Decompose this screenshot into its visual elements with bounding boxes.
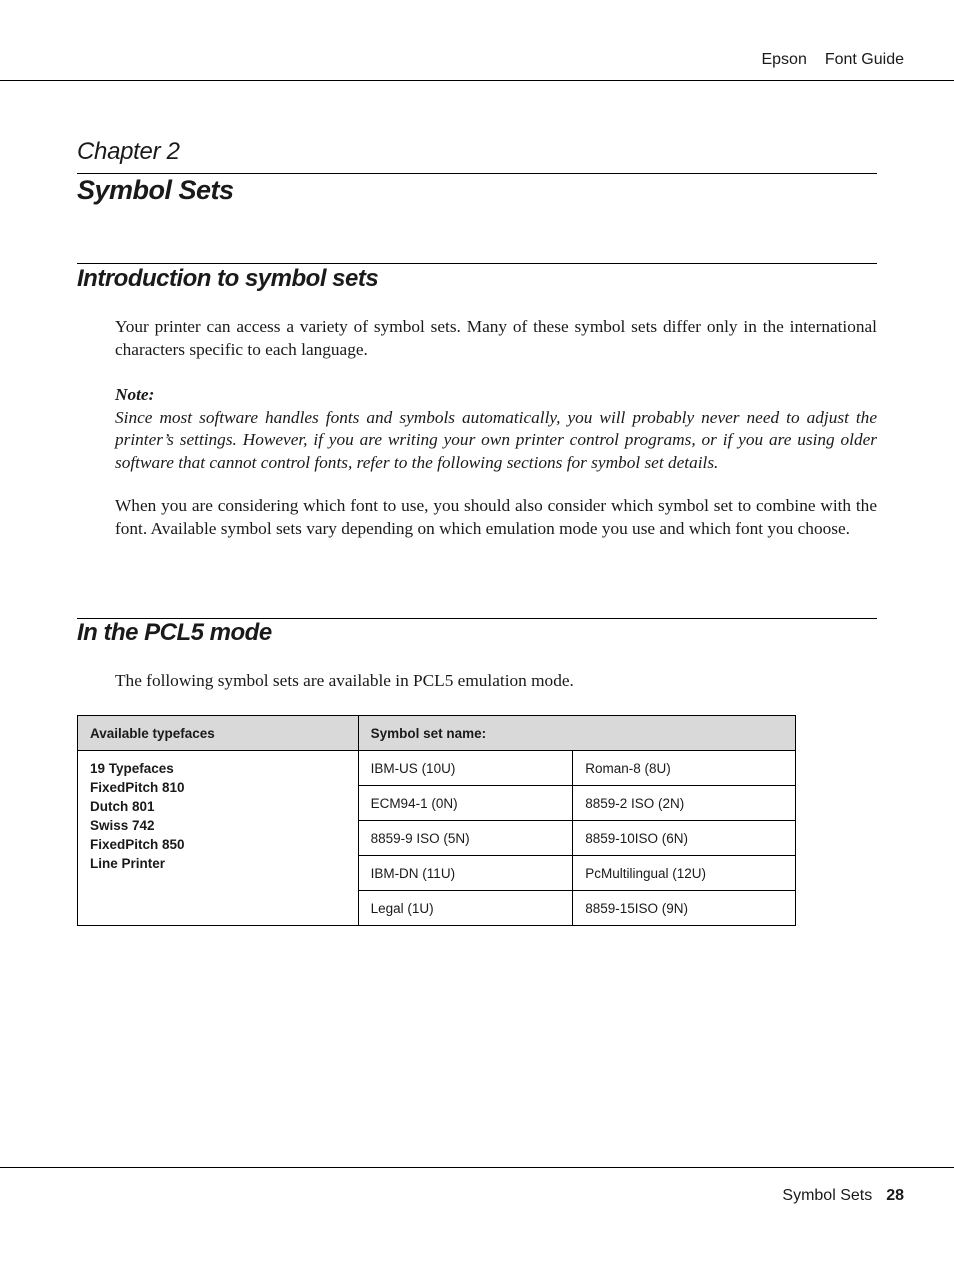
typeface-item: FixedPitch 810 <box>90 780 185 795</box>
typefaces-cell <box>78 751 359 926</box>
symbol-set-cell: IBM-US (10U) <box>358 751 573 786</box>
header-rule <box>0 80 954 81</box>
page-number: 28 <box>886 1187 904 1204</box>
typeface-item: Swiss 742 <box>90 818 155 833</box>
symbol-set-cell: 8859-9 ISO (5N) <box>358 821 573 856</box>
typeface-item: Dutch 801 <box>90 799 155 814</box>
note-text: Since most software handles fonts and symbols automatically, you will probably never need to adjust the printer’s settings. However, if you are writing your own printer control programs, or if you are using older software that cannot control fonts, refer to the following sections for symbol set details. <box>115 407 877 472</box>
column-header-typefaces: Available typefaces <box>78 716 359 751</box>
chapter-label: Chapter 2 <box>77 138 180 165</box>
symbol-set-cell: 8859-15ISO (9N) <box>573 891 796 926</box>
symbol-set-table <box>77 715 796 926</box>
pcl5-paragraph: The following symbol sets are available in PCL5 emulation mode. <box>115 671 574 690</box>
typeface-item: Line Printer <box>90 856 166 871</box>
intro-rule <box>77 263 877 264</box>
symbol-set-cell: Roman-8 (8U) <box>573 751 796 786</box>
note-label: Note: <box>115 385 155 404</box>
intro-heading: Introduction to symbol sets <box>77 265 379 292</box>
table-row <box>78 751 796 786</box>
page-header <box>761 51 904 69</box>
table-header-row <box>78 716 796 751</box>
header-doc-title: Font Guide <box>824 51 904 68</box>
typeface-item: FixedPitch 850 <box>90 837 185 852</box>
symbol-set-cell: IBM-DN (11U) <box>358 856 573 891</box>
footer-rule <box>0 1167 954 1168</box>
intro-paragraph: Your printer can access a variety of symbol sets. Many of these symbol sets differ only in the international characters specific to each language. <box>115 317 877 359</box>
chapter-rule <box>77 173 877 174</box>
pcl5-heading: In the PCL5 mode <box>77 619 272 646</box>
page-footer <box>782 1187 904 1205</box>
footer-section: Symbol Sets <box>782 1187 873 1204</box>
symbol-set-paragraph: When you are considering which font to use, you should also consider which symbol set to combine with the font. Available symbol sets vary depending on which emulation mode you use and which font you choose. <box>115 496 877 538</box>
symbol-set-cell: PcMultilingual (12U) <box>573 856 796 891</box>
chapter-title: Symbol Sets <box>77 175 234 205</box>
note-block <box>115 384 877 474</box>
symbol-set-cell: ECM94-1 (0N) <box>358 786 573 821</box>
header-brand: Epson <box>761 51 807 68</box>
symbol-set-cell: Legal (1U) <box>358 891 573 926</box>
symbol-set-cell: 8859-2 ISO (2N) <box>573 786 796 821</box>
typeface-item: 19 Typefaces <box>90 761 174 776</box>
symbol-set-cell: 8859-10ISO (6N) <box>573 821 796 856</box>
column-header-symbol-set: Symbol set name: <box>358 716 795 751</box>
